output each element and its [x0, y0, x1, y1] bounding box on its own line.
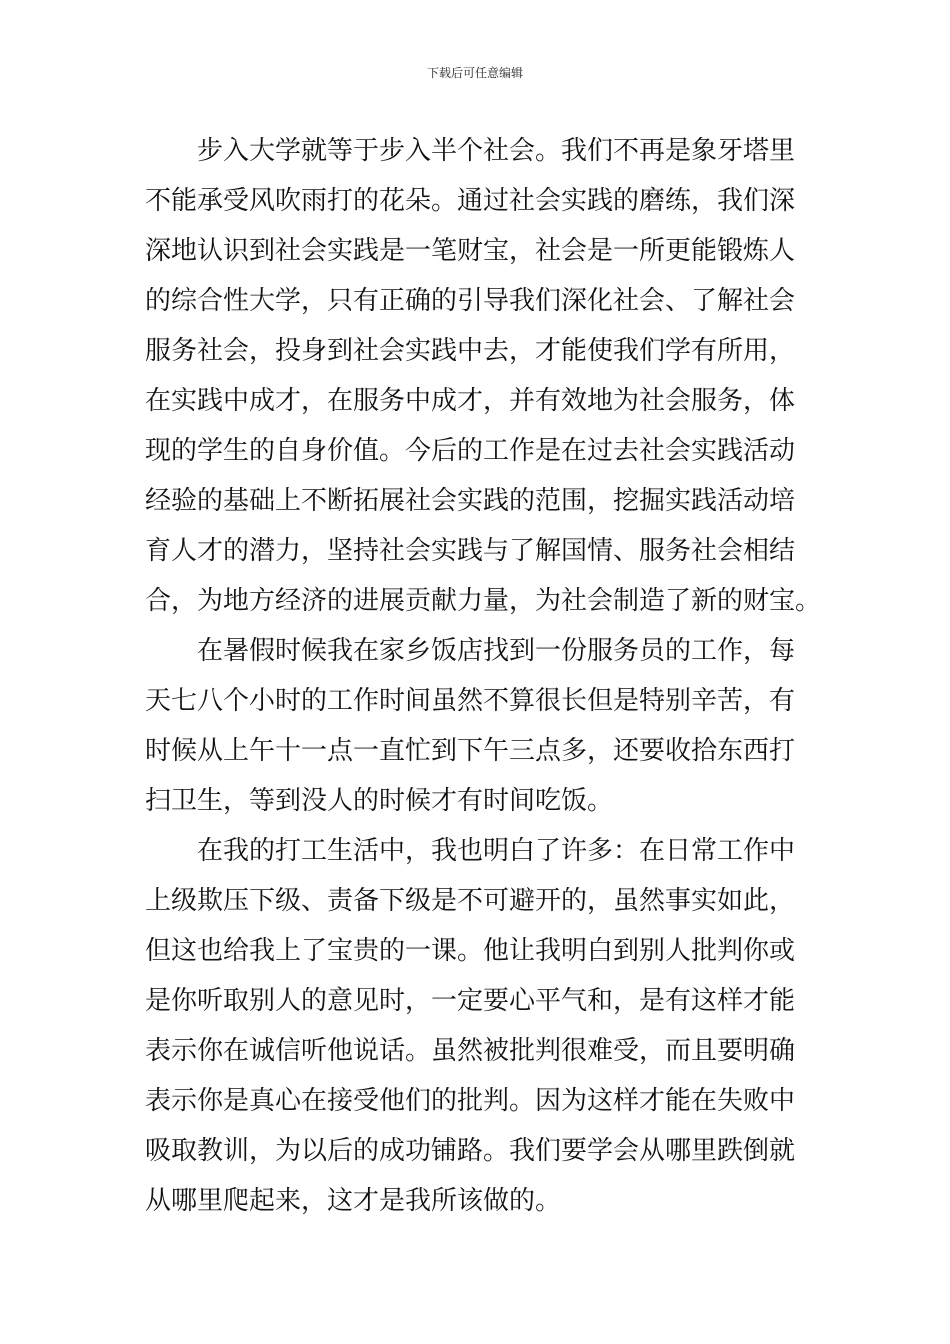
text-line: 在实践中成才，在服务中成才，并有效地为社会服务，体: [145, 386, 796, 416]
text-line: 是你听取别人的意见时，一定要心平气和，是有这样才能: [145, 986, 796, 1016]
text-line: 育人才的潜力，坚持社会实践与了解国情、服务社会相结: [145, 536, 796, 566]
text-line: 的综合性大学，只有正确的引导我们深化社会、了解社会: [145, 286, 796, 316]
text-line: 但这也给我上了宝贵的一课。他让我明白到别人批判你或: [145, 936, 796, 966]
text-line: 吸取教训，为以后的成功铺路。我们要学会从哪里跌倒就: [145, 1136, 796, 1166]
text-line: 步入大学就等于步入半个社会。我们不再是象牙塔里: [197, 136, 796, 166]
text-line: 服务社会，投身到社会实践中去，才能使我们学有所用，: [145, 336, 796, 366]
text-line: 经验的基础上不断拓展社会实践的范围，挖掘实践活动培: [145, 486, 796, 516]
text-line: 在暑假时候我在家乡饭店找到一份服务员的工作，每: [197, 636, 796, 666]
text-line: 不能承受风吹雨打的花朵。通过社会实践的磨练，我们深: [145, 186, 796, 216]
text-line: 上级欺压下级、责备下级是不可避开的，虽然事实如此，: [145, 886, 796, 916]
page-header: 下载后可任意编辑: [426, 66, 523, 80]
text-line: 天七八个小时的工作时间虽然不算很长但是特别辛苦，有: [145, 686, 796, 716]
text-line: 现的学生的自身价值。今后的工作是在过去社会实践活动: [145, 436, 796, 466]
text-line: 表示你在诚信听他说话。虽然被批判很难受，而且要明确: [145, 1036, 796, 1066]
text-line: 表示你是真心在接受他们的批判。因为这样才能在失败中: [145, 1086, 796, 1116]
paragraph: [145, 126, 822, 626]
text-line: 时候从上午十一点一直忙到下午三点多，还要收拾东西打: [145, 736, 796, 766]
text-line: 合，为地方经济的进展贡献力量，为社会制造了新的财宝。: [145, 586, 822, 616]
document-body: [145, 126, 822, 1226]
paragraph: [145, 826, 807, 1226]
text-line: 深地认识到社会实践是一笔财宝，社会是一所更能锻炼人: [145, 236, 796, 266]
text-line: 在我的打工生活中，我也明白了许多：在日常工作中: [197, 836, 796, 866]
text-line: 扫卫生，等到没人的时候才有时间吃饭。: [145, 786, 614, 816]
paragraph: [145, 626, 807, 826]
text-line: 从哪里爬起来，这才是我所该做的。: [145, 1186, 562, 1216]
